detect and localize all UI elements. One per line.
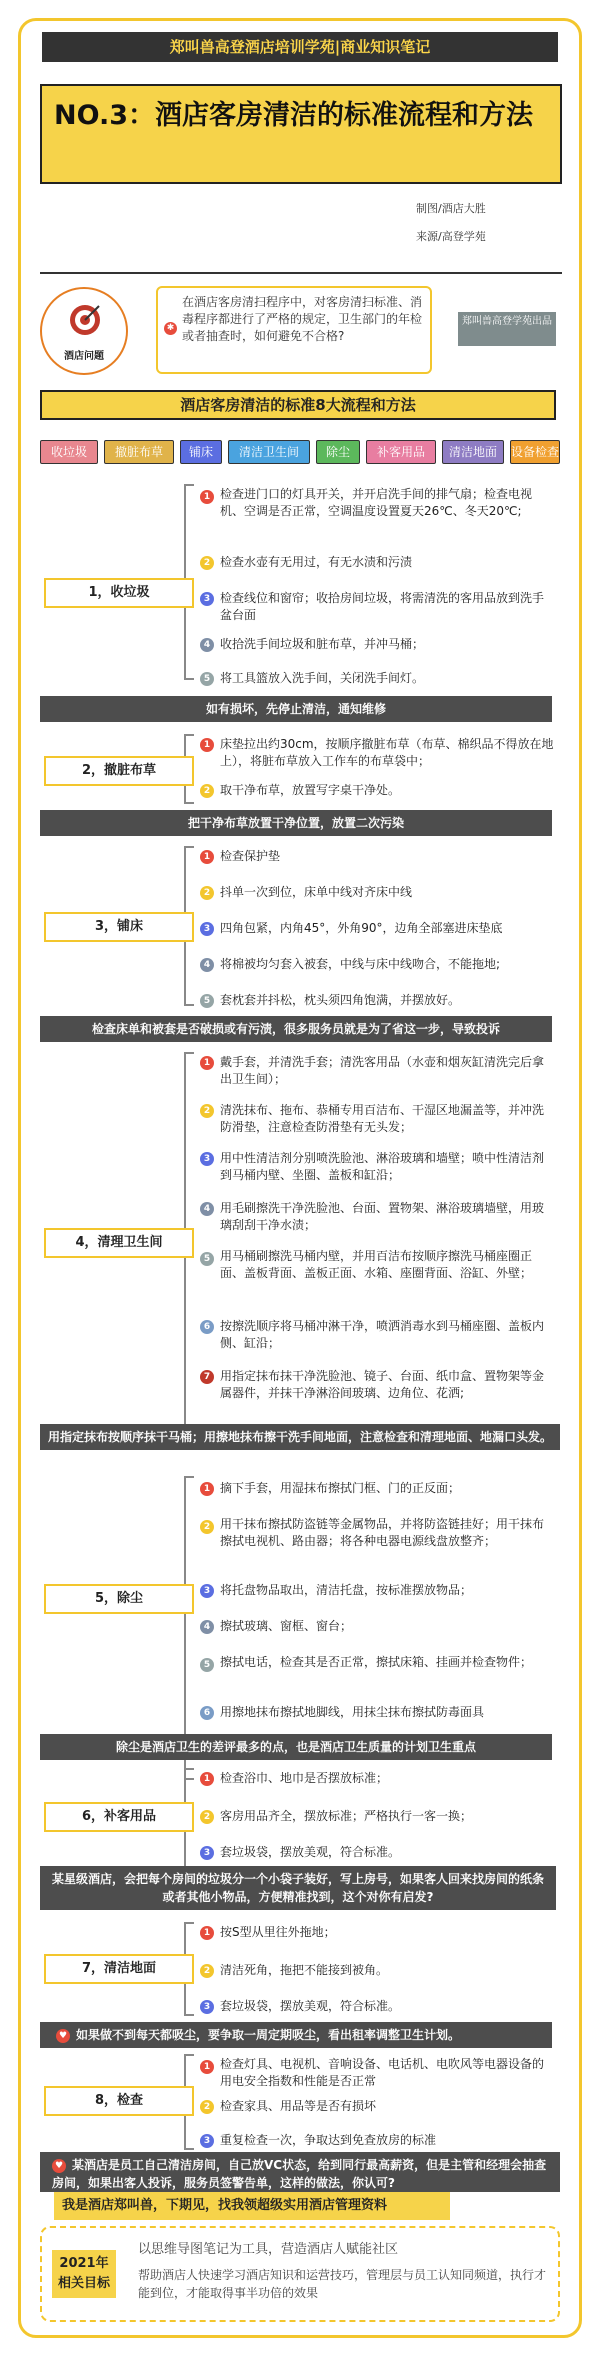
step-4-item-7: 用指定抹布抹干净洗脸池、镜子、台面、纸巾盒、置物架等金属器件，并抹干净淋浴间玻璃、边角位、花洒; [220, 1369, 545, 1400]
step-4-item-5: 用马桶刷擦洗马桶内壁，并用百洁布按顺序擦洗马桶座圈正面、盖板背面、盖板正面、水箱、座圈背面、浴缸、外壁； [220, 1249, 533, 1280]
note-7-text: 如果做不到每天都吸尘，要争取一周定期吸尘，看出租率调整卫生计划。 [76, 2028, 461, 2042]
step-3-item-3: 四角包紧，内角45°，外角90°，边角全部塞进床垫底 [220, 921, 503, 935]
step-4-item-1: 戴手套，并清洗手套；清洗客用品（水壶和烟灰缸清洗完后拿出卫生间）； [220, 1055, 545, 1086]
tab-collect-trash: 收垃圾 [40, 440, 98, 464]
bullet-1: 1 [200, 1482, 214, 1496]
bullet-4: 4 [200, 1620, 214, 1634]
step-8-item-2: 检查家具、用品等是否有损坏 [220, 2099, 377, 2113]
step-4-item-3: 用中性清洁剂分别喷洗脸池、淋浴玻璃和墙壁；喷中性清洁剂到马桶内壁、坐圈、盖板和缸沿； [220, 1151, 545, 1182]
bullet-1: 1 [200, 2060, 214, 2074]
star-icon: ✱ [164, 322, 177, 335]
bullet-3: 3 [200, 1152, 214, 1166]
step-1: 1，收垃圾 [44, 578, 194, 608]
step-5-item-6: 用擦地抹布擦拭地脚线，用抹尘抹布擦拭防毒面具 [220, 1705, 485, 1719]
step-2-item-2: 取干净布草，放置写字桌干净处。 [220, 783, 401, 797]
bullet-3: 3 [200, 2000, 214, 2014]
bullet-4: 4 [200, 958, 214, 972]
publisher-badge: 郑叫兽高登学苑出品 [458, 312, 556, 346]
step-3-item-1: 检查保护垫 [220, 849, 281, 863]
note-3: 检查床单和被套是否破损或有污渍，很多服务员就是为了省这一步，导致投诉 [40, 1016, 552, 1042]
step-4: 4，清理卫生间 [44, 1228, 194, 1258]
step-2: 2，撤脏布草 [44, 756, 194, 786]
bullet-2: 2 [200, 886, 214, 900]
step-3: 3，铺床 [44, 912, 194, 942]
step-7-item-1: 按S型从里往外拖地； [220, 1925, 336, 1939]
bullet-2: 2 [200, 1520, 214, 1534]
step-5-item-3: 将托盘物品取出，清洁托盘，按标准摆放物品； [220, 1583, 473, 1597]
bullet-5: 5 [200, 1252, 214, 1266]
step-8: 8，检查 [44, 2086, 194, 2116]
bullet-3: 3 [200, 1584, 214, 1598]
step-3-item-2: 抖单一次到位，床单中线对齐床中线 [220, 885, 413, 899]
bullet-5: 5 [200, 1658, 214, 1672]
bullet-1: 1 [200, 1056, 214, 1070]
step-5-item-1: 摘下手套，用湿抹布擦拭门框、门的正反面； [220, 1481, 461, 1495]
step-3-item-5: 套枕套并抖松，枕头须四角饱满，并摆放好。 [220, 993, 461, 1007]
bullet-2: 2 [200, 1964, 214, 1978]
question-text: 在酒店客房清扫程序中，对客房清扫标准、消毒程序都进行了严格的规定，卫生部门的年检或者抽查时，如何避免不合格? [182, 295, 423, 343]
target-icon [68, 303, 102, 337]
note-1: 如有损坏，先停止清洁，通知维修 [40, 696, 552, 722]
bullet-3: 3 [200, 922, 214, 936]
step-2-item-1: 床垫拉出约30cm，按顺序撤脏布草（布草、棉织品不得放在地上），将脏布草放入工作车的布草袋中； [220, 737, 554, 768]
goal-badge-year: 2021年 [59, 2256, 109, 2271]
goal-section [40, 2226, 560, 2322]
step-5: 5，除尘 [44, 1584, 194, 1614]
goal-text: 帮助酒店人快速学习酒店知识和运营技巧，管理层与员工认知同频道，执行才能到位，才能取得事半功倍的效果 [138, 2268, 547, 2300]
bullet-2: 2 [200, 1104, 214, 1118]
step-1-item-1: 检查进门口的灯具开关，并开启洗手间的排气扇；检查电视机、空调是否正常，空调温度设置夏天26℃、冬天20℃; [220, 487, 533, 518]
process-tabs [40, 440, 560, 464]
question-box [156, 286, 432, 374]
step-7-item-2: 清洁死角，拖把不能接到被角。 [220, 1963, 389, 1977]
tab-clean-floor: 清洁地面 [442, 440, 504, 464]
bullet-2: 2 [200, 1810, 214, 1824]
tab-restock: 补客用品 [366, 440, 436, 464]
note-6: 某星级酒店，会把每个房间的垃圾分一个小袋子装好，写上房号，如果客人回来找房间的纸条或者其他小物品，方便精准找到，这个对你有启发? [40, 1866, 556, 1910]
top-banner: 郑叫兽高登酒店培训学苑|商业知识笔记 [42, 32, 558, 62]
bullet-1: 1 [200, 490, 214, 504]
bullet-1: 1 [200, 1926, 214, 1940]
step-6-item-2: 客房用品齐全，摆放标准；严格执行一客一换； [220, 1809, 473, 1823]
step-4-item-6: 按擦洗顺序将马桶冲淋干净，喷洒消毒水到马桶座圈、盖板内侧、缸沿； [220, 1319, 545, 1350]
bullet-5: 5 [200, 994, 214, 1008]
tab-make-bed: 铺床 [180, 440, 222, 464]
credit-make: 制图/酒店大胜 [416, 202, 486, 215]
bullet-2: 2 [200, 2100, 214, 2114]
step-5-item-5: 擦拭电话，检查其是否正常，擦拭床箱、挂画并检查物件； [220, 1655, 533, 1669]
bullet-6: 6 [200, 1706, 214, 1720]
bullet-3: 3 [200, 592, 214, 606]
step-4-item-4: 用毛刷擦洗干净洗脸池、台面、置物架、淋浴玻璃墙壁，用玻璃刮刮干净水渍； [220, 1201, 545, 1232]
note-8-text: 某酒店是员工自己清洁房间，自己放VC状态，给到同行最高薪资，但是主管和经理会抽查房间，如果出客人投诉，服务员签警告单，这样的做法，你认可? [52, 2158, 547, 2190]
note-7 [40, 2022, 552, 2048]
step-8-item-3: 重复检查一次，争取达到免查放房的标准 [220, 2133, 437, 2147]
step-7-item-3: 套垃圾袋，摆放美观，符合标准。 [220, 1999, 401, 2013]
note-2: 把干净布草放置干净位置，放置二次污染 [40, 810, 552, 836]
bullet-1: 1 [200, 1772, 214, 1786]
step-5-item-2: 用干抹布擦拭防盗链等金属物品，并将防盗链挂好；用干抹布擦拭电视机、路由器；将各种电器电源线盘放整齐； [220, 1517, 545, 1548]
bullet-1: 1 [200, 850, 214, 864]
bullet-2: 2 [200, 556, 214, 570]
bullet-4: 4 [200, 1202, 214, 1216]
step-8-item-1: 检查灯具、电视机、音响设备、电话机、电吹风等电器设备的用电安全指数和性能是否正常 [220, 2057, 545, 2088]
bullet-3: 3 [200, 1846, 214, 1860]
call-to-action: 我是酒店郑叫兽，下期见，找我领超级实用酒店管理资料 [54, 2192, 450, 2220]
bullet-2: 2 [200, 784, 214, 798]
question-circle [40, 287, 128, 375]
bullet-5: 5 [200, 672, 214, 686]
credit-source: 来源/高登学苑 [416, 230, 486, 243]
note-8 [40, 2152, 560, 2192]
bullet-6: 6 [200, 1320, 214, 1334]
step-7: 7，清洁地面 [44, 1954, 194, 1984]
tab-clean-bathroom: 清洁卫生间 [228, 440, 310, 464]
divider [40, 272, 562, 274]
bullet-3: 3 [200, 2134, 214, 2148]
note-5: 除尘是酒店卫生的差评最多的点，也是酒店卫生质量的计划卫生重点 [40, 1734, 552, 1760]
step-1-item-4: 收拾洗手间垃圾和脏布草，并冲马桶； [220, 637, 425, 651]
step-6-item-3: 套垃圾袋，摆放美观，符合标准。 [220, 1845, 401, 1859]
goal-title: 以思维导图笔记为工具，营造酒店人赋能社区 [138, 2242, 399, 2257]
page-title: NO.3：酒店客房清洁的标准流程和方法 [54, 100, 533, 131]
step-5-item-4: 擦拭玻璃、窗框、窗台； [220, 1619, 353, 1633]
question-label: 酒店问题 [64, 351, 104, 362]
section-subtitle: 酒店客房清洁的标准8大流程和方法 [40, 390, 556, 420]
step-6: 6，补客用品 [44, 1802, 194, 1832]
heart-icon: ♥ [52, 2159, 66, 2173]
bullet-7: 7 [200, 1370, 214, 1384]
tab-remove-linen: 撤脏布草 [104, 440, 174, 464]
bullet-1: 1 [200, 738, 214, 752]
step-1-item-2: 检查水壶有无用过，有无水渍和污渍 [220, 555, 413, 569]
step-3-item-4: 将棉被均匀套入被套，中线与床中线吻合，不能拖地; [220, 957, 501, 971]
step-1-item-3: 检查线位和窗帘；收拾房间垃圾，将需清洗的客用品放到洗手盆台面 [220, 591, 545, 622]
goal-badge [52, 2250, 116, 2298]
goal-badge-label: 相关目标 [57, 2276, 110, 2291]
step-1-item-5: 将工具篮放入洗手间，关闭洗手间灯。 [220, 671, 425, 685]
tab-dust: 除尘 [316, 440, 360, 464]
tab-equipment-check: 设备检查 [510, 440, 560, 464]
bullet-4: 4 [200, 638, 214, 652]
note-4: 用指定抹布按顺序抹干马桶；用擦地抹布擦干洗手间地面，注意检查和清理地面、地漏口头发。 [40, 1424, 560, 1450]
heart-icon: ♥ [56, 2029, 70, 2043]
step-4-item-2: 清洗抹布、拖布、恭桶专用百洁布、干湿区地漏盖等，并冲洗防滑垫，注意检查防滑垫有无头发； [220, 1103, 545, 1134]
step-6-item-1: 检查浴巾、地巾是否摆放标准； [220, 1771, 389, 1785]
title-box [40, 84, 562, 184]
